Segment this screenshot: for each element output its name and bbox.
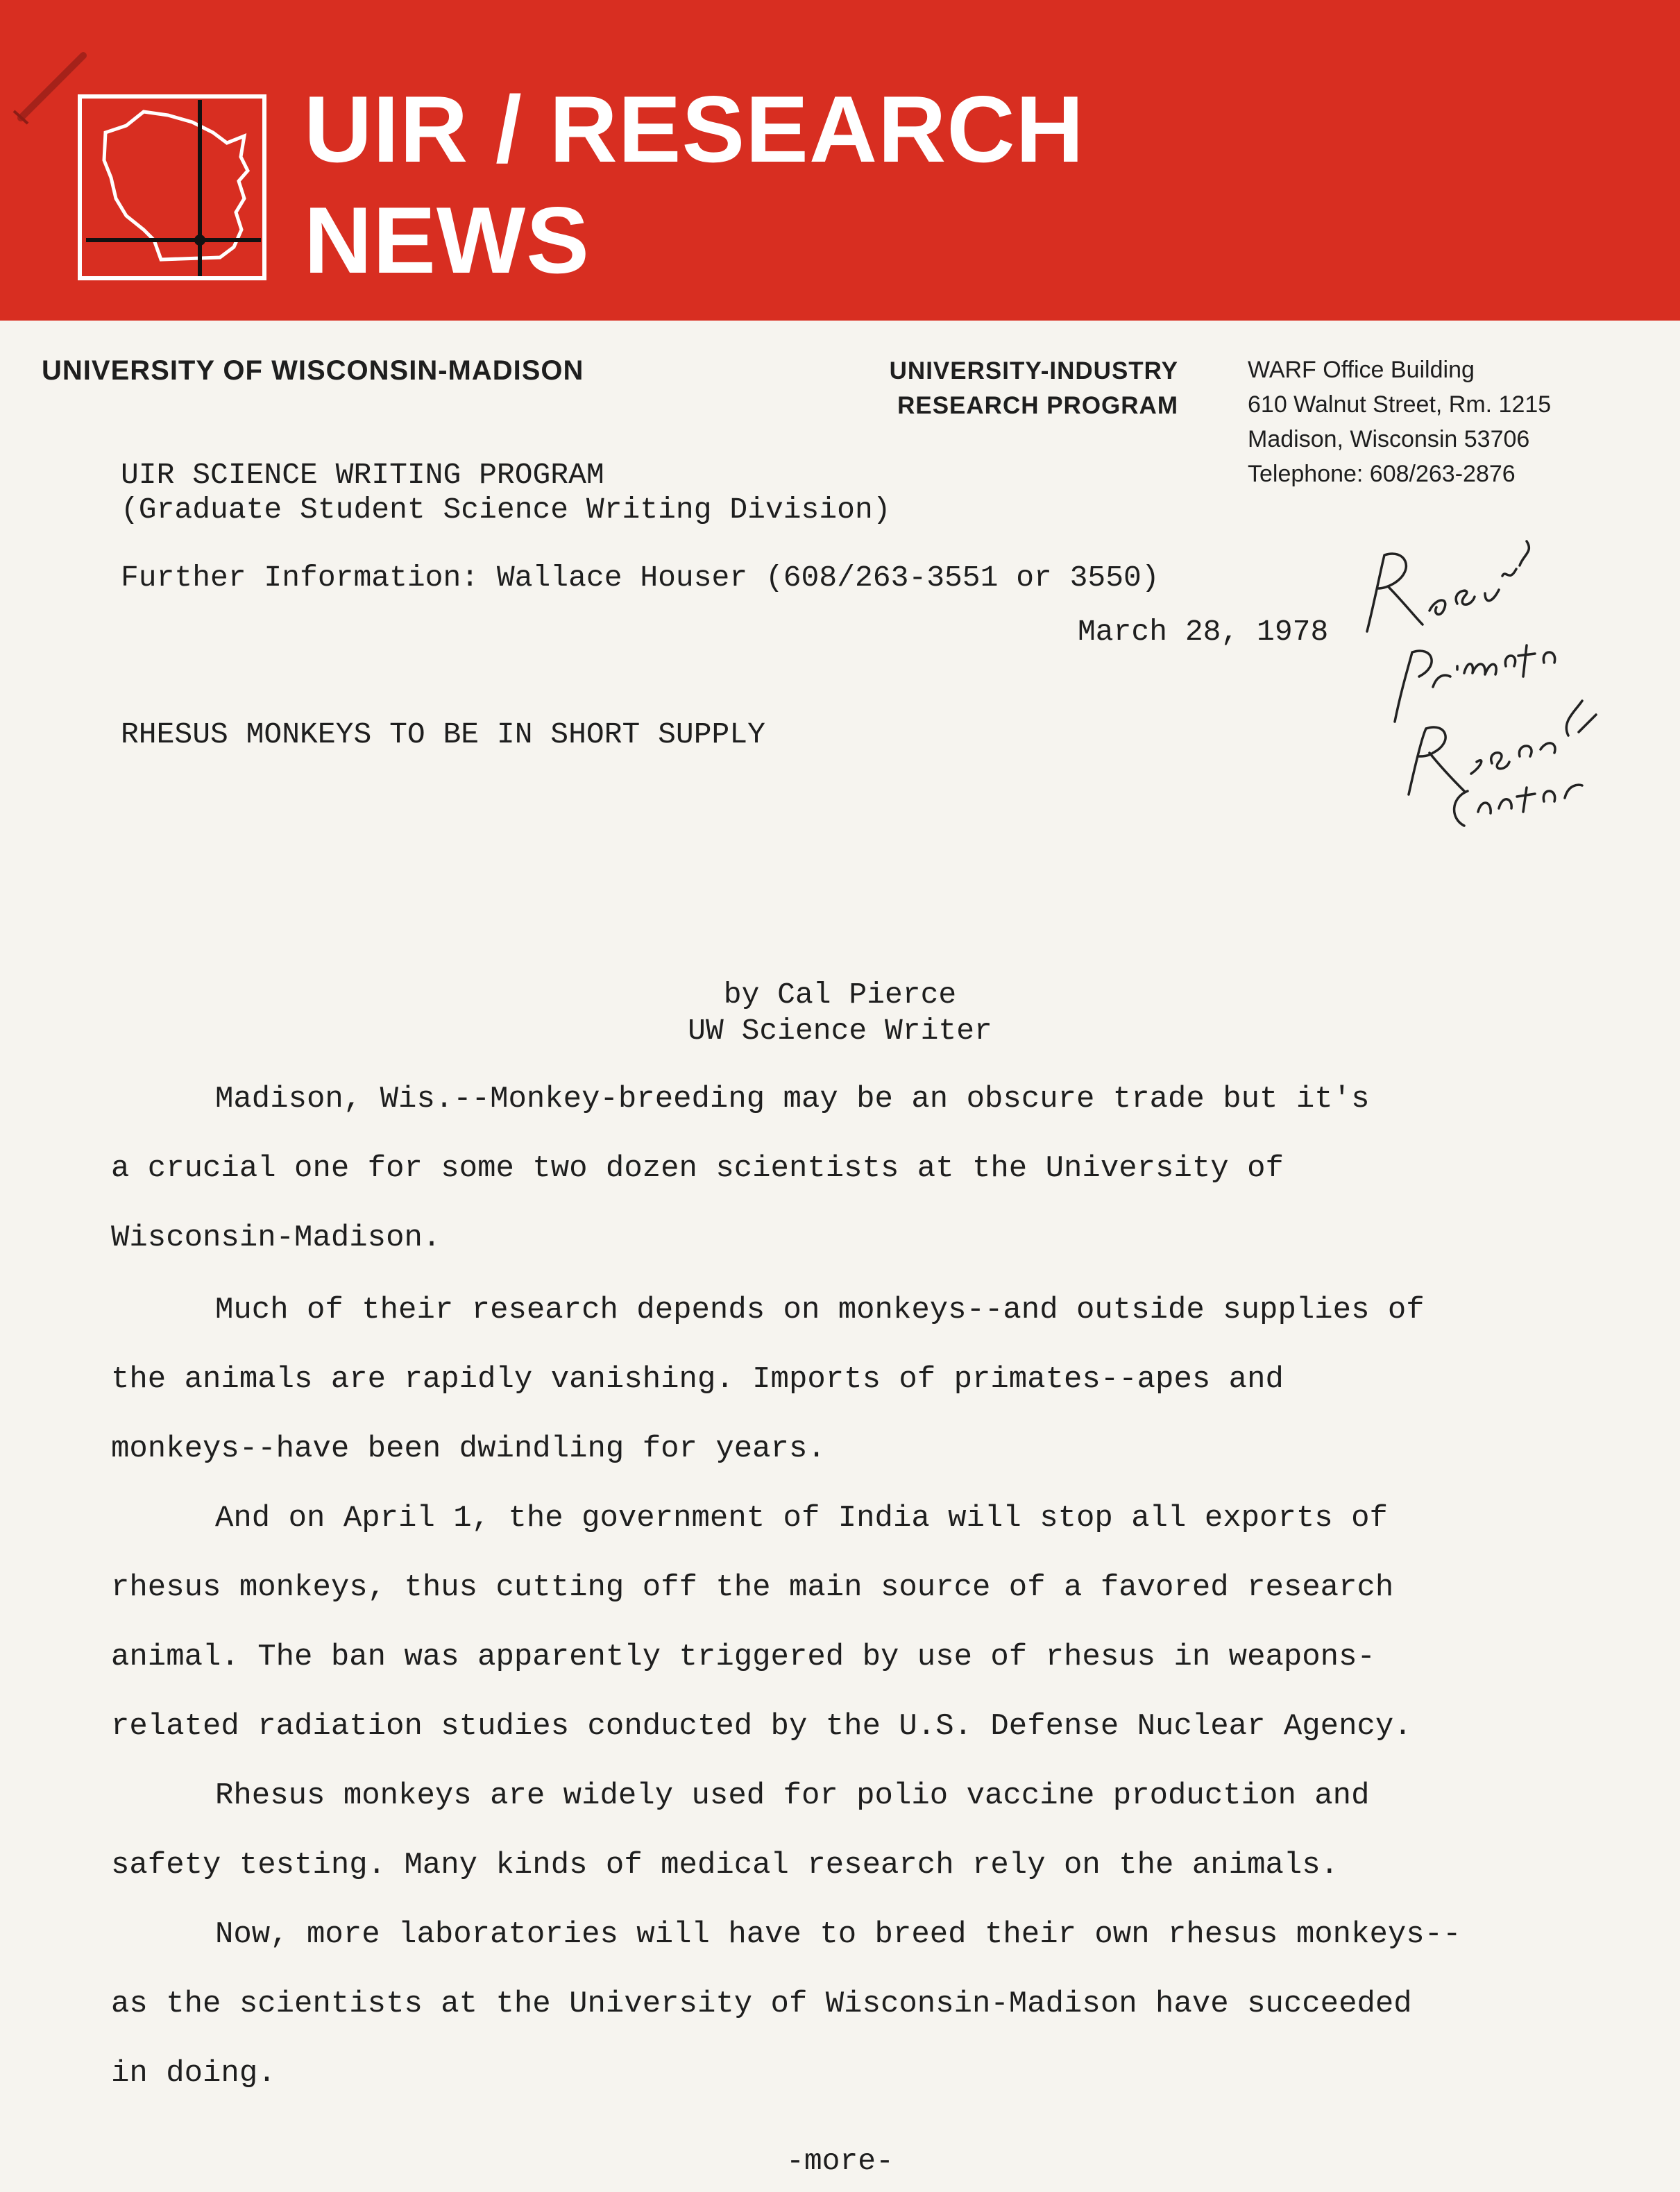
body-paragraph (111, 1900, 1638, 2108)
continued-marker: -more- (786, 2144, 894, 2178)
writing-program (121, 458, 891, 527)
body-paragraph (111, 1275, 1638, 1484)
masthead-banner (0, 0, 1680, 321)
byline-title: UW Science Writer (688, 1014, 992, 1048)
paragraph-line: Much of their research depends on monkeys--and outside supplies of (215, 1293, 1425, 1327)
handwritten-annotation (1353, 527, 1617, 833)
address-line: WARF Office Building (1248, 357, 1475, 383)
paragraph-line: the animals are rapidly vanishing. Imports of primates--apes and (111, 1362, 1284, 1397)
paragraph-line: Madison, Wis.--Monkey-breeding may be an obscure trade but it's (215, 1082, 1370, 1116)
paragraph-line: Now, more laboratories will have to breed their own rhesus monkeys-- (215, 1917, 1461, 1952)
release-date: March 28, 1978 (1078, 615, 1329, 649)
address-telephone: Telephone: 608/263-2876 (1248, 461, 1516, 487)
program-name-line2: RESEARCH PROGRAM (897, 392, 1178, 419)
writing-program-line1: UIR SCIENCE WRITING PROGRAM (121, 458, 604, 492)
paragraph-line: in doing. (111, 2056, 276, 2091)
paragraph-line: related radiation studies conducted by the U.S. Defense Nuclear Agency. (111, 1709, 1412, 1744)
paragraph-line: a crucial one for some two dozen scientists at the University of (111, 1151, 1284, 1186)
paragraph-line: rhesus monkeys, thus cutting off the main source of a favored research (111, 1570, 1394, 1605)
further-information: Further Information: Wallace Houser (608/263-3551 or 3550) (121, 561, 1160, 595)
paragraph-line: safety testing. Many kinds of medical research rely on the animals. (111, 1848, 1339, 1883)
masthead-title-news: NEWS (304, 187, 590, 293)
paragraph-line: And on April 1, the government of India will stop all exports of (215, 1501, 1388, 1536)
paragraph-line: Rhesus monkeys are widely used for polio vaccine production and (215, 1778, 1370, 1813)
program-name-line1: UNIVERSITY-INDUSTRY (889, 357, 1178, 384)
paragraph-line: monkeys--have been dwindling for years. (111, 1431, 826, 1466)
paragraph-line: as the scientists at the University of Wisconsin-Madison have succeeded (111, 1987, 1412, 2021)
wisconsin-map-crosshair-icon (78, 94, 266, 280)
writing-program-line2: (Graduate Student Science Writing Division) (121, 493, 891, 527)
office-address (1248, 352, 1551, 491)
paragraph-line: animal. The ban was apparently triggered by use of rhesus in weapons- (111, 1640, 1375, 1674)
address-line: 610 Walnut Street, Rm. 1215 (1248, 391, 1552, 418)
address-line: Madison, Wisconsin 53706 (1248, 426, 1530, 452)
staple-mark (7, 42, 97, 132)
paragraph-line: Wisconsin-Madison. (111, 1221, 441, 1255)
headline: RHESUS MONKEYS TO BE IN SHORT SUPPLY (121, 717, 765, 751)
body-paragraph (111, 1064, 1638, 1273)
byline-author: by Cal Pierce (723, 978, 957, 1012)
body-paragraph (111, 1484, 1638, 1761)
body-paragraph (111, 1761, 1638, 1900)
masthead-title: UIR / RESEARCH (304, 76, 1085, 182)
university-name: UNIVERSITY OF WISCONSIN-MADISON (42, 355, 584, 386)
byline (0, 977, 1680, 1049)
program-name (833, 354, 1178, 423)
